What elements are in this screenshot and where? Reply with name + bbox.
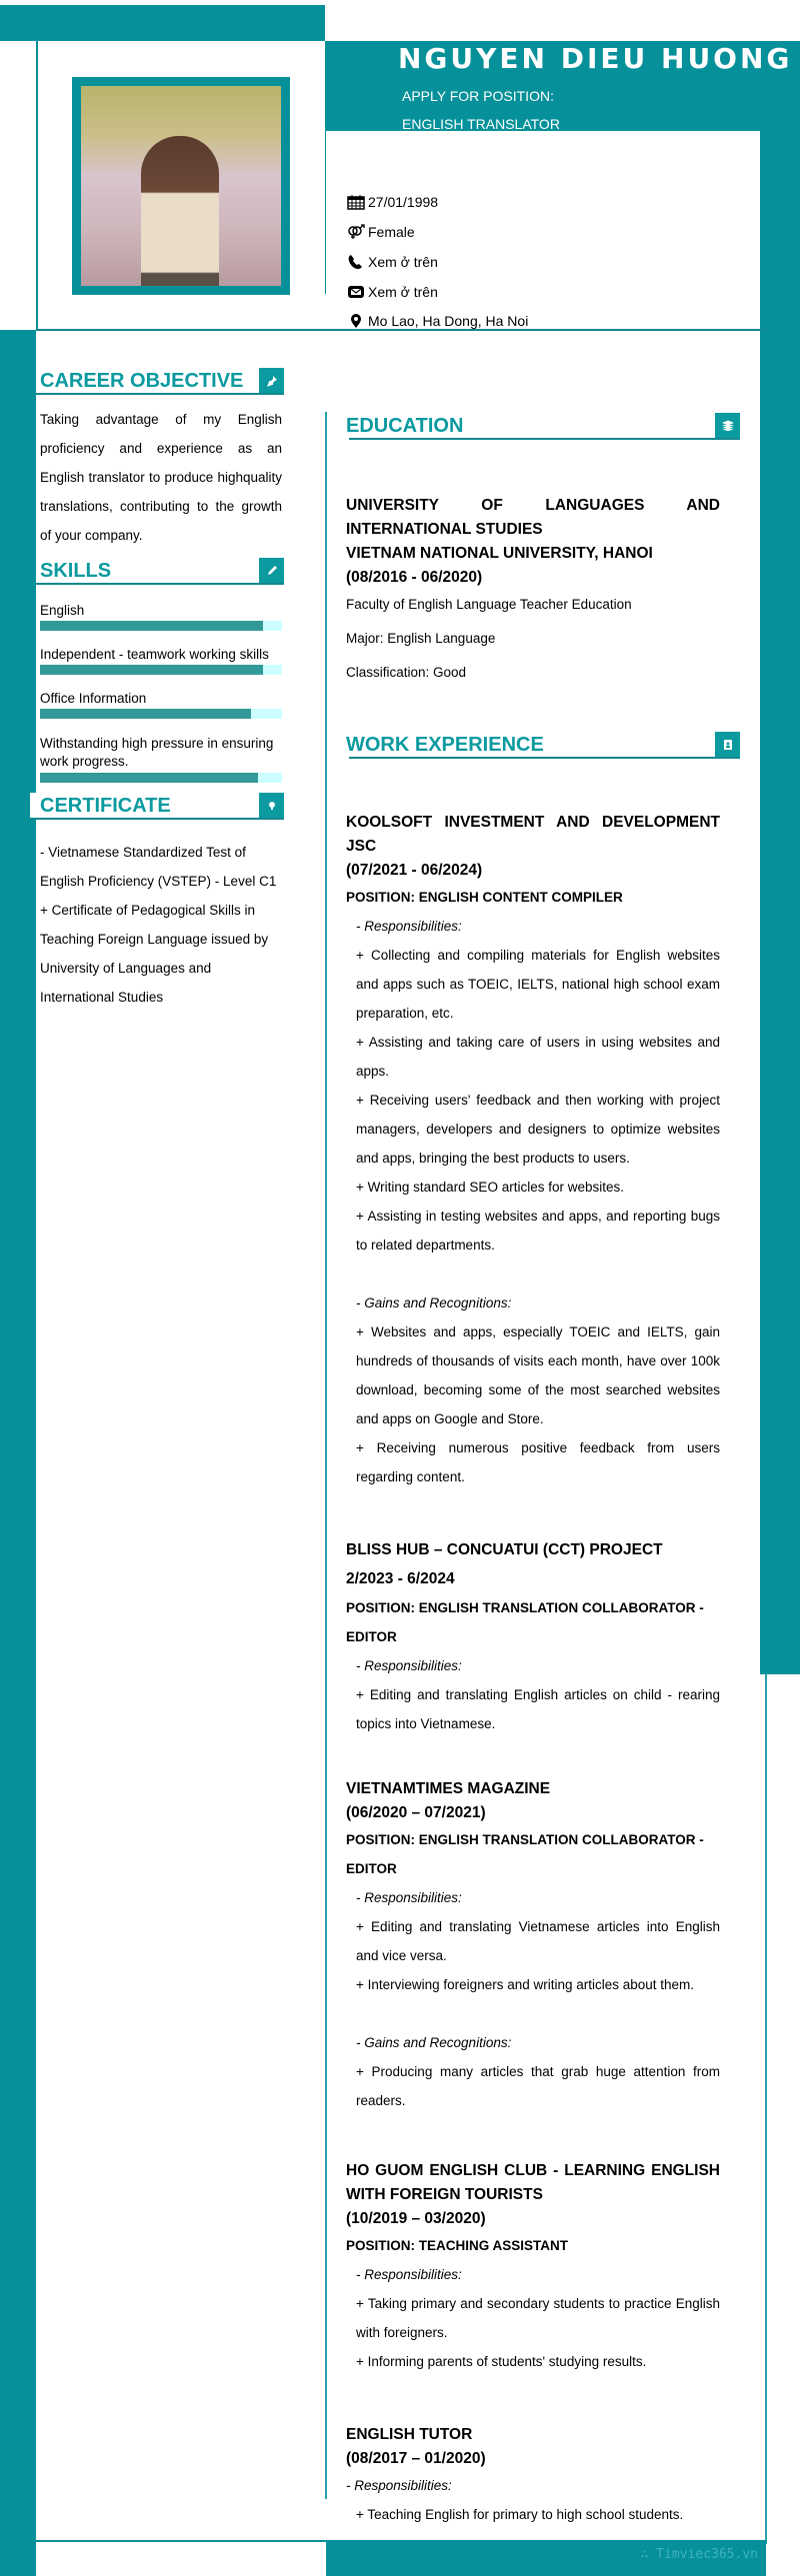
- contact-address: Mo Lao, Ha Dong, Ha Noi: [347, 313, 528, 329]
- skill-bar: [40, 709, 282, 719]
- education-entry: UNIVERSITY OF LANGUAGES AND INTERNATIONAL STUDIES VIETNAM NATIONAL UNIVERSITY, HANOI (08/2016 - 06/2020) Faculty of English Language Teacher Education Major: English Language Classification: Good: [346, 494, 720, 690]
- column-divider: [325, 412, 327, 2499]
- skill-bar: [40, 773, 282, 783]
- skills-title: SKILLS: [40, 560, 112, 582]
- certificate-title: CERTIFICATE: [40, 795, 171, 817]
- work-experience-header: [346, 732, 740, 759]
- layers-icon: [715, 413, 740, 438]
- id-badge-icon: [715, 732, 740, 757]
- job-period: (06/2020 – 07/2021): [346, 1804, 486, 1821]
- job-period: (10/2019 – 03/2020): [346, 2210, 486, 2227]
- contact-birthdate: 27/01/1998: [347, 194, 438, 210]
- top-band: [0, 5, 325, 41]
- education-title: EDUCATION: [346, 415, 464, 437]
- left-border: [36, 41, 38, 331]
- career-objective-text: Taking advantage of my English proficiency and experience as an English translator to produce highquality translations, contributing to the growth of your company.: [40, 412, 282, 543]
- header-divider: [325, 41, 326, 294]
- right-border: [765, 1674, 767, 2544]
- job-period: (07/2021 - 06/2024): [346, 862, 483, 879]
- applied-position: ENGLISH TRANSLATOR: [402, 116, 560, 132]
- contact-email: Xem ở trên: [347, 284, 438, 300]
- pushpin-icon: [259, 368, 284, 393]
- profile-photo: [81, 86, 281, 286]
- company-name: KOOLSOFT INVESTMENT AND DEVELOPMENT JSC: [346, 814, 720, 855]
- skill-item: Independent - teamwork working skills: [40, 647, 282, 675]
- job-position: POSITION: ENGLISH TRANSLATION COLLABORATOR - EDITOR: [346, 1600, 704, 1644]
- education-period: (08/2016 - 06/2020): [346, 569, 483, 586]
- job-position: POSITION: TEACHING ASSISTANT: [346, 2238, 569, 2253]
- footer-left-bar: [0, 2542, 36, 2576]
- certificate-list: - Vietnamese Standardized Test of English Proficiency (VSTEP) - Level C1 + Certificate of Pedagogical Skills in Teaching Foreign Language issued by University of Languages and International Studies: [40, 845, 277, 1005]
- school-name: UNIVERSITY OF LANGUAGES AND INTERNATIONAL STUDIES: [346, 497, 720, 538]
- skills-header: [36, 558, 284, 585]
- skill-bar: [40, 665, 282, 675]
- skill-item: Office Information: [40, 691, 282, 719]
- work-experience-title: WORK EXPERIENCE: [346, 734, 544, 756]
- career-objective-header: [36, 368, 284, 395]
- phone-icon: [347, 254, 365, 270]
- candidate-name: NGUYEN DIEU HUONG: [398, 42, 793, 75]
- pencil-icon: [259, 558, 284, 583]
- skill-bar: [40, 621, 282, 631]
- company-name: BLISS HUB – CONCUATUI (CCT) PROJECT: [346, 1541, 663, 1558]
- watermark: ∴ Timviec365.vn: [640, 2547, 758, 2562]
- company-name: ENGLISH TUTOR: [346, 2426, 473, 2443]
- apply-label: APPLY FOR POSITION:: [402, 88, 554, 104]
- lightbulb-icon: [259, 793, 284, 818]
- job-entry: ENGLISH TUTOR (08/2017 – 01/2020) - Responsibilities: + Teaching English for primary to high school students.: [346, 2423, 720, 2529]
- certificate-header: [30, 793, 284, 820]
- career-objective-title: CAREER OBJECTIVE: [40, 370, 244, 392]
- skill-item: English: [40, 603, 282, 631]
- job-entry: VIETNAMTIMES MAGAZINE (06/2020 – 07/2021) POSITION: ENGLISH TRANSLATION COLLABORATOR - EDITOR - Responsibilities: + Editing and translating Vietnamese articles into English and vice versa. + Interviewing foreigners and writing articles about them. - Gains and Recognitions: + Producing many articles that grab huge attention from readers.: [346, 1777, 720, 2115]
- skill-item: Withstanding high pressure in ensuring work progress.: [40, 735, 282, 783]
- school-name-2: VIETNAM NATIONAL UNIVERSITY, HANOI: [346, 545, 653, 562]
- calendar-icon: [347, 194, 365, 210]
- job-entry: KOOLSOFT INVESTMENT AND DEVELOPMENT JSC (07/2021 - 06/2024) POSITION: ENGLISH CONTENT COMPILER - Responsibilities: + Collecting and compiling materials for English websites and apps such as TOEIC, IELTS, national high school exam preparation, etc. + Assisting and taking care of users in using websites and apps. + Receiving users' feedback and then working with project managers, developers and designers to optimize websites and apps, bringing the best products to users. + Writing standard SEO articles for websites. + Assisting in testing websites and apps, and reporting bugs to related departments. - Gains and Recognitions: + Websites and apps, especially TOEIC and IELTS, gain hundreds of thousands of visits each month, have over 100k download, becoming some of the most searched websites and apps on Google and Store. + Receiving numerous positive feedback from users regarding content.: [346, 811, 720, 1491]
- company-name: HO GUOM ENGLISH CLUB - LEARNING ENGLISH WITH FOREIGN TOURISTS: [346, 2162, 720, 2203]
- job-period: (08/2017 – 01/2020): [346, 2450, 486, 2467]
- job-entry: HO GUOM ENGLISH CLUB - LEARNING ENGLISH WITH FOREIGN TOURISTS (10/2019 – 03/2020) POSITION: TEACHING ASSISTANT - Responsibilities: + Taking primary and secondary students to practice English with foreigners. + Informing parents of students' studying results.: [346, 2159, 720, 2376]
- job-position: POSITION: ENGLISH CONTENT COMPILER: [346, 890, 623, 905]
- contact-phone: Xem ở trên: [347, 254, 438, 270]
- education-header: [346, 413, 740, 440]
- map-pin-icon: [347, 313, 365, 329]
- header-bottom-rule: [36, 329, 766, 331]
- job-position: POSITION: ENGLISH TRANSLATION COLLABORATOR - EDITOR: [346, 1832, 704, 1876]
- gender-icon: [347, 224, 365, 240]
- contact-gender: Female: [347, 224, 415, 240]
- right-accent-bar: [760, 41, 800, 1674]
- profile-photo-frame: [72, 77, 290, 295]
- envelope-icon: [347, 284, 365, 300]
- job-period: 2/2023 - 6/2024: [346, 1570, 455, 1587]
- left-accent-bar: [0, 330, 36, 2576]
- job-entry: BLISS HUB – CONCUATUI (CCT) PROJECT 2/2023 - 6/2024 POSITION: ENGLISH TRANSLATION COLLABORATOR - EDITOR - Responsibilities: + Editing and translating English articles on child - rearing topics into Vietnamese.: [346, 1535, 720, 1738]
- company-name: VIETNAMTIMES MAGAZINE: [346, 1780, 551, 1797]
